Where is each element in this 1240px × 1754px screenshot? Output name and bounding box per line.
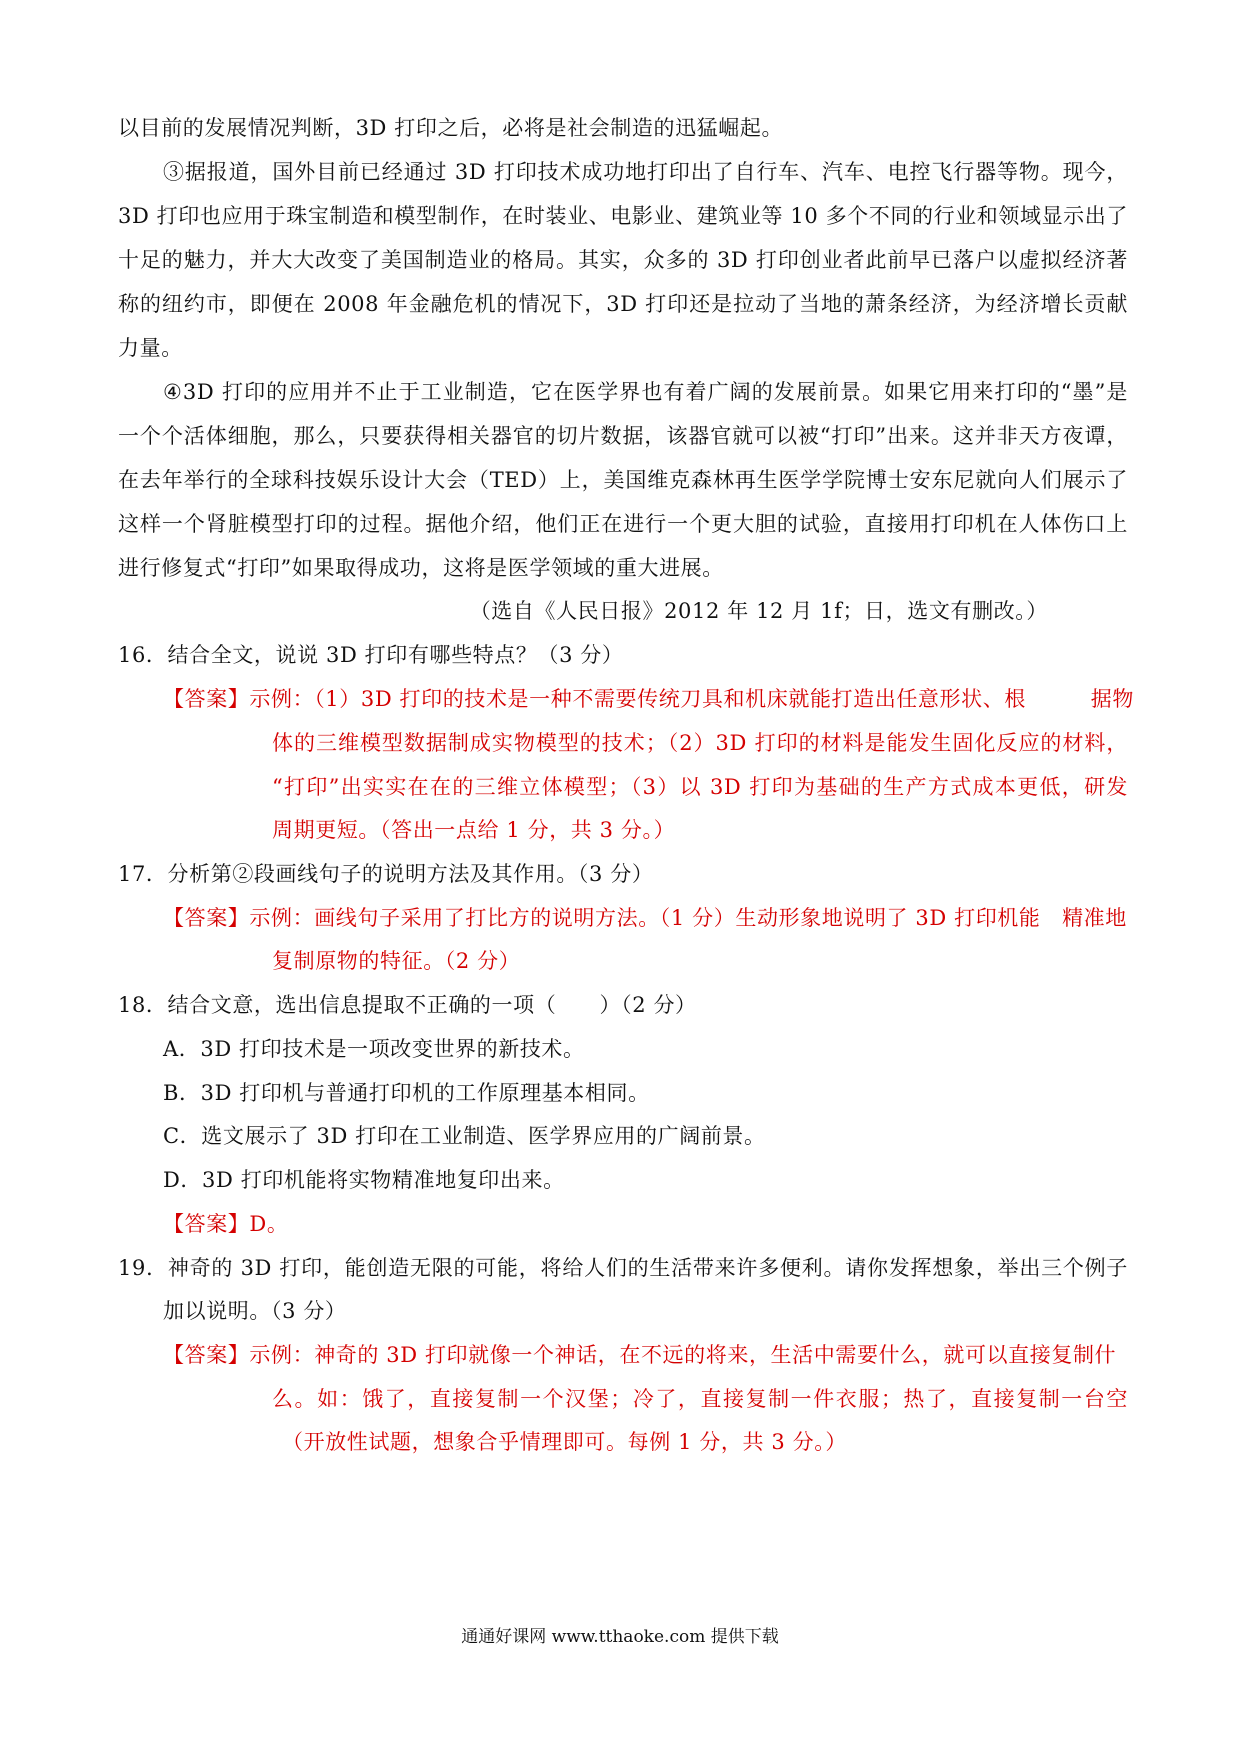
paragraph-3-line: 称的纽约市，即便在 2008 年金融危机的情况下，3D 打印还是拉动了当地的萧条经济，为经济增长贡献 xyxy=(118,292,1128,316)
paragraph-4-line: 在去年举行的全球科技娱乐设计大会（TED）上，美国维克森林再生医学学院博士安东尼就向人们展示了 xyxy=(118,468,1128,492)
answer-18-text: D。 xyxy=(249,1212,289,1236)
answer-17-line: 复制原物的特征。（2 分） xyxy=(272,949,521,973)
question-18: 18．结合文意，选出信息提取不正确的一项（ ）（2 分） xyxy=(118,993,697,1017)
option-a: A．3D 打印技术是一项改变世界的新技术。 xyxy=(163,1037,585,1061)
paragraph-3-line: 力量。 xyxy=(118,336,183,360)
answer-16-line: 体的三维模型数据制成实物模型的技术；（2）3D 打印的材料是能发生固化反应的材料， xyxy=(272,731,1128,755)
source-citation: （选自《人民日报》2012 年 12 月 1f；日，选文有删改。） xyxy=(469,599,1048,623)
paragraph-4-line: 进行修复式“打印”如果取得成功，这将是医学领域的重大进展。 xyxy=(118,556,724,580)
answer-19-line xyxy=(163,1340,1128,1370)
answer-16-line: “打印”出实实在在的三维立体模型；（3）以 3D 打印为基础的生产方式成本更低，研发 xyxy=(272,775,1128,799)
paragraph-4-line: 这样一个肾脏模型打印的过程。据他介绍，他们正在进行一个更大胆的试验，直接用打印机在人体伤口上 xyxy=(118,512,1128,536)
question-19-line: 19．神奇的 3D 打印，能创造无限的可能，将给人们的生活带来许多便利。请你发挥想象，举出三个例子 xyxy=(118,1256,1128,1280)
option-c: C．选文展示了 3D 打印在工业制造、医学界应用的广阔前景。 xyxy=(163,1124,766,1148)
answer-19-line: （开放性试题，想象合乎情理即可。每例 1 分，共 3 分。） xyxy=(282,1430,847,1454)
answer-tag: 【答案】 xyxy=(163,906,250,930)
paragraph-3-line: 十足的魅力，并大大改变了美国制造业的格局。其实，众多的 3D 打印创业者此前早已落户以虚拟经济著 xyxy=(118,248,1128,272)
option-d: D．3D 打印机能将实物精准地复印出来。 xyxy=(163,1168,565,1192)
question-19-line: 加以说明。（3 分） xyxy=(163,1299,347,1323)
answer-tag: 【答案】 xyxy=(163,1343,250,1367)
answer-18-line xyxy=(163,1209,1128,1239)
answer-16-line xyxy=(163,684,1134,714)
answer-tag: 【答案】 xyxy=(163,1212,250,1236)
answer-17-text: 示例：画线句子采用了打比方的说明方法。（1 分）生动形象地说明了 3D 打印机能 精准地 xyxy=(249,906,1127,930)
paragraph-3-line: 3D 打印也应用于珠宝制造和模型制作，在时装业、电影业、建筑业等 10 多个不同的行业和领域显示出了 xyxy=(118,204,1128,228)
answer-19-line: 么。如：饿了，直接复制一个汉堡；冷了，直接复制一件衣服；热了，直接复制一台空 xyxy=(272,1387,1128,1411)
option-b: B．3D 打印机与普通打印机的工作原理基本相同。 xyxy=(163,1081,650,1105)
question-17: 17．分析第②段画线句子的说明方法及其作用。（3 分） xyxy=(118,862,654,886)
paragraph-2-tail: 以目前的发展情况判断，3D 打印之后，必将是社会制造的迅猛崛起。 xyxy=(118,116,784,140)
answer-16-text: 示例：（1）3D 打印的技术是一种不需要传统刀具和机床就能打造出任意形状、根 据物 xyxy=(249,687,1134,711)
answer-16-line: 周期更短。（答出一点给 1 分，共 3 分。） xyxy=(272,818,676,842)
paragraph-4-line: 一个个活体细胞，那么，只要获得相关器官的切片数据，该器官就可以被“打印”出来。这并非天方夜谭， xyxy=(118,424,1128,448)
paragraph-3-line: ③据报道，国外目前已经通过 3D 打印技术成功地打印出了自行车、汽车、电控飞行器等物。现今， xyxy=(163,160,1128,184)
answer-17-line xyxy=(163,903,1128,933)
page-footer: 通通好课网 www.tthaoke.com 提供下载 xyxy=(461,1627,779,1647)
answer-19-text: 示例：神奇的 3D 打印就像一个神话，在不远的将来，生活中需要什么，就可以直接复制什 xyxy=(249,1343,1117,1367)
paragraph-4-line: ④3D 打印的应用并不止于工业制造，它在医学界也有着广阔的发展前景。如果它用来打印的“墨”是 xyxy=(163,380,1128,404)
answer-tag: 【答案】 xyxy=(163,687,250,711)
question-16: 16．结合全文，说说 3D 打印有哪些特点？（3 分） xyxy=(118,643,624,667)
